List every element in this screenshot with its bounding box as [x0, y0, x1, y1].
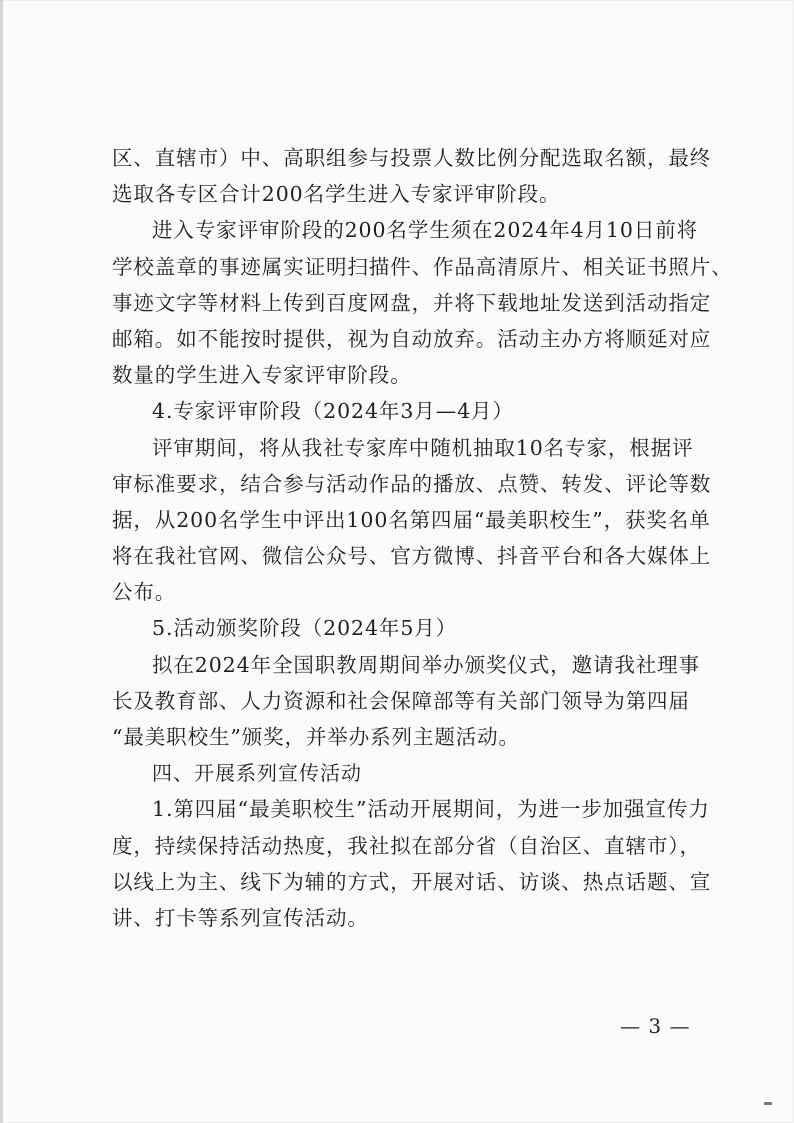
body-line-16: 长及教育部、人力资源和社会保障部等有关部门领导为第四届 [112, 688, 690, 713]
scan-left-edge [0, 0, 3, 1123]
section-heading-promotion: 四、开展系列宣传活动 [152, 761, 362, 786]
body-line-12: 将在我社官网、微信公众号、官方微博、抖音平台和各大媒体上 [112, 544, 712, 569]
body-line-1: 区、直辖市）中、高职组参与投票人数比例分配选取名额，最终 [112, 146, 712, 170]
body-line-20: 度，持续保持活动热度，我社拟在部分省（自治区、直辖市）， [112, 833, 701, 858]
body-line-17: “最美职校生”颁奖，并举办系列主题活动。 [112, 725, 520, 749]
section-heading-expert-review: 4.专家评审阶段（2024年3月—4月） [152, 399, 514, 424]
body-line-15: 拟在2024年全国职教周期间举办颁奖仪式，邀请我社理事 [152, 652, 700, 677]
body-line-11: 据，从200名学生中评出100名第四届“最美职校生”，获奖名单 [112, 507, 711, 532]
body-line-7: 数量的学生进入专家评审阶段。 [112, 363, 412, 388]
section-heading-award-stage: 5.活动颁奖阶段（2024年5月） [152, 616, 458, 641]
body-line-4: 学校盖章的事迹属实证明扫描件、作品高清原片、相关证书照片、 [112, 254, 733, 279]
body-line-19: 1.第四届“最美职校生”活动开展期间，为进一步加强宣传力 [152, 797, 710, 822]
body-line-6: 邮箱。如不能按时提供，视为自动放弃。活动主办方将顺延对应 [112, 326, 712, 351]
body-line-9: 评审期间，将从我社专家库中随机抽取10名专家，根据评 [152, 435, 694, 460]
body-line-10: 审标准要求，结合参与活动作品的播放、点赞、转发、评论等数 [112, 471, 712, 496]
page-number: — 3 — [620, 1014, 691, 1038]
body-line-21: 以线上为主、线下为辅的方式，开展对话、访谈、热点话题、宣 [112, 869, 712, 894]
body-line-5: 事迹文字等材料上传到百度网盘，并将下载地址发送到活动指定 [112, 290, 712, 315]
body-line-13: 公布。 [112, 580, 177, 605]
document-body [112, 140, 733, 936]
scan-speck [764, 1102, 772, 1105]
body-line-22: 讲、打卡等系列宣传活动。 [112, 905, 369, 930]
body-line-2: 选取各专区合计200名学生进入专家评审阶段。 [112, 182, 561, 207]
body-line-3: 进入专家评审阶段的200名学生须在2024年4月10日前将 [152, 218, 699, 243]
